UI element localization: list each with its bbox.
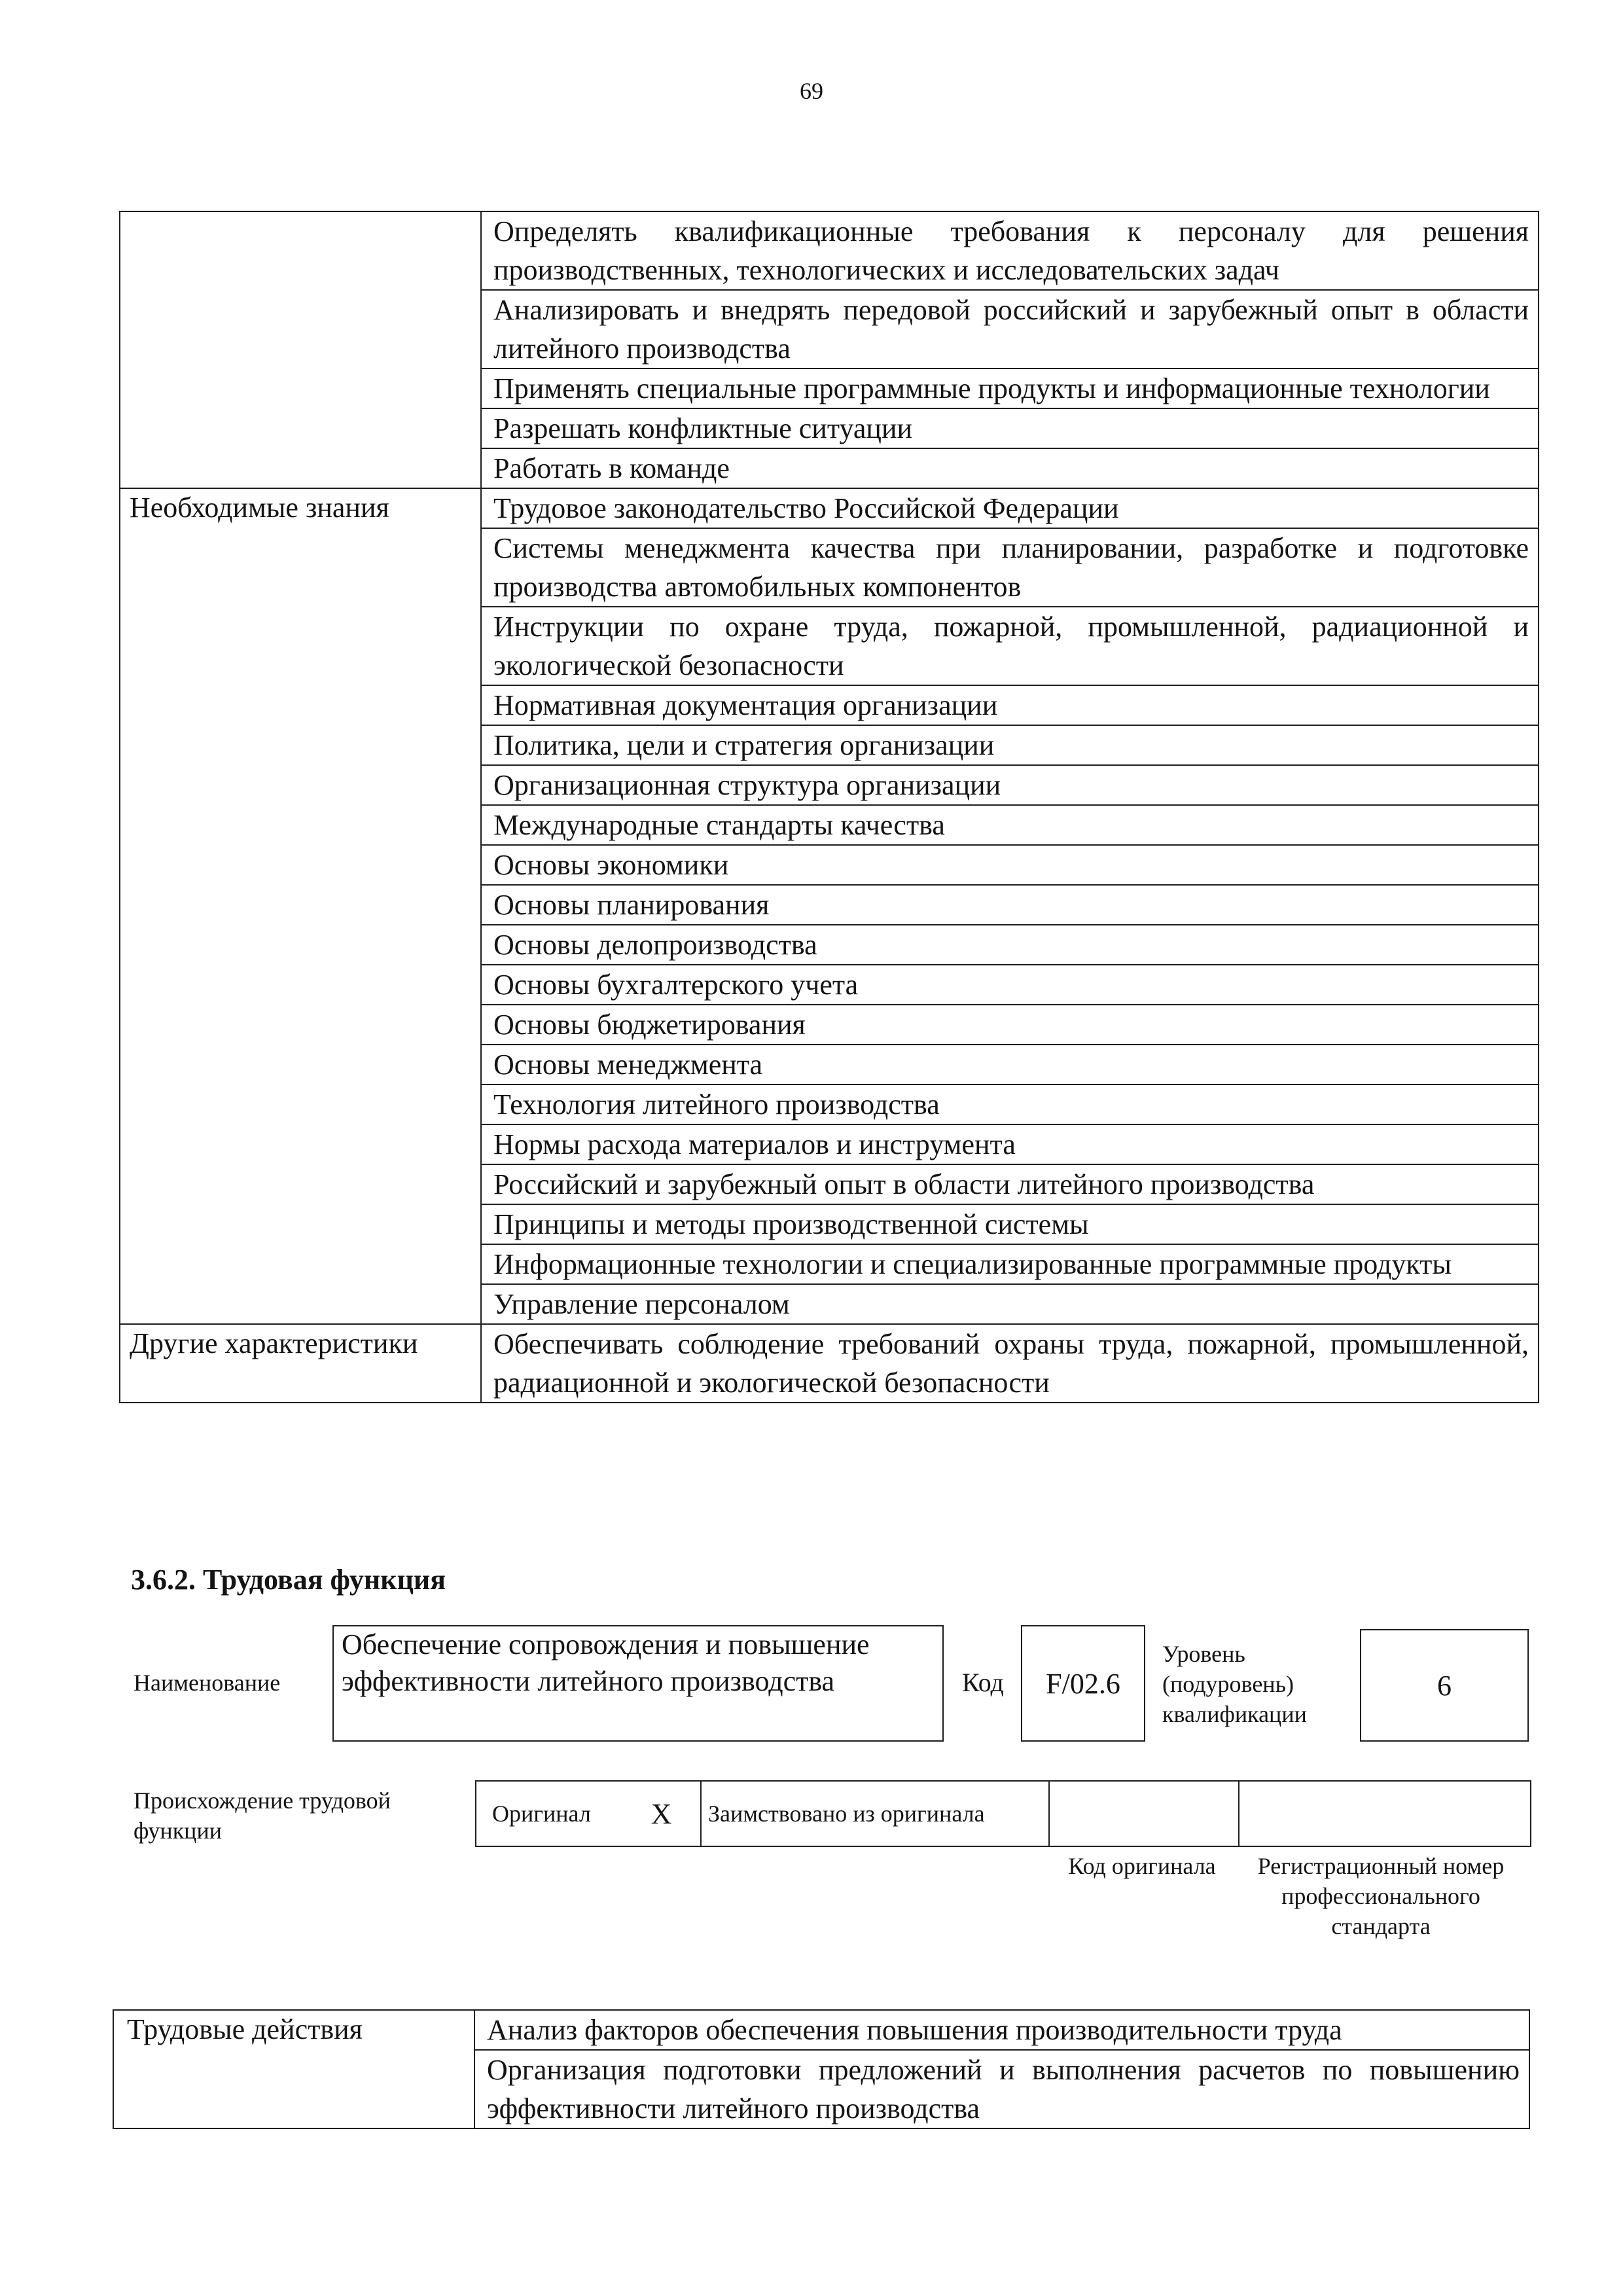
original-code-caption: Код оригинала — [1068, 1853, 1216, 1879]
table-row — [113, 2010, 1529, 2128]
list-item: Основы делопроизводства — [482, 925, 1538, 965]
list-item: Международные стандарты качества — [482, 806, 1538, 846]
list-item: Системы менеджмента качества при планировании, разработке и подготовке производства автомобильных компонентов — [482, 529, 1538, 607]
qualification-level-box: 6 — [1360, 1629, 1529, 1742]
borrowed-cell: Заимствовано из оригинала — [701, 1781, 1049, 1846]
registration-number-cell — [1239, 1781, 1531, 1846]
original-cell: Оригинал — [476, 1781, 622, 1846]
origin-table — [475, 1780, 1531, 1847]
original-mark: X — [622, 1781, 701, 1846]
list-item: Анализ факторов обеспечения повышения производительности труда — [475, 2011, 1529, 2051]
row-label: Необходимые знания — [120, 488, 481, 1324]
function-code-box: F/02.6 — [1021, 1625, 1145, 1742]
original-code-cell — [1049, 1781, 1239, 1846]
list-item: Принципы и методы производственной системы — [482, 1205, 1538, 1245]
table-row-knowledge — [120, 488, 1539, 1324]
code-label: Код — [962, 1668, 1004, 1697]
list-item: Разрешать конфликтные ситуации — [482, 409, 1538, 449]
list-item: Информационные технологии и специализированные программные продукты — [482, 1245, 1538, 1285]
list-item: Нормы расхода материалов и инструмента — [482, 1125, 1538, 1165]
list-item: Нормативная документация организации — [482, 686, 1538, 726]
list-item: Применять специальные программные продукты и информационные технологии — [482, 369, 1538, 409]
row-items — [481, 488, 1539, 1324]
level-label: Уровень (подуровень) квалификации — [1162, 1641, 1307, 1727]
origin-label: Происхождение трудовой функции — [134, 1787, 391, 1844]
list-item: Российский и зарубежный опыт в области литейного производства — [482, 1165, 1538, 1205]
list-item: Основы бухгалтерского учета — [482, 965, 1538, 1005]
list-item: Политика, цели и стратегия организации — [482, 726, 1538, 766]
list-item: Анализировать и внедрять передовой российский и зарубежный опыт в области литейного производства — [482, 291, 1538, 369]
list-item: Трудовое законодательство Российской Федерации — [482, 489, 1538, 529]
page-number: 69 — [800, 78, 823, 104]
table-row-skills — [120, 211, 1539, 488]
row-items — [474, 2010, 1529, 2128]
list-item: Работать в команде — [493, 452, 730, 484]
list-item: Основы бюджетирования — [482, 1005, 1538, 1045]
requirements-table — [119, 211, 1539, 1403]
list-item: Определять квалификационные требования к персоналу для решения производственных, технологических и исследовательских задач — [482, 212, 1538, 291]
function-name-box: Обеспечение сопровождения и повышение эффективности литейного производства — [332, 1625, 944, 1742]
row-label: Другие характеристики — [120, 1324, 481, 1403]
list-item: Инструкции по охране труда, пожарной, промышленной, радиационной и экологической безопасности — [482, 607, 1538, 686]
registration-number-caption: Регистрационный номер профессионального стандарта — [1257, 1853, 1505, 1939]
table-row-other — [120, 1324, 1539, 1403]
name-label: Наименование — [134, 1670, 281, 1696]
list-item: Основы экономики — [482, 846, 1538, 886]
labor-actions-table — [113, 2009, 1530, 2129]
list-item: Основы менеджмента — [482, 1045, 1538, 1085]
section-title: 3.6.2. Трудовая функция — [131, 1564, 446, 1596]
list-item: Обеспечивать соблюдение требований охраны труда, пожарной, промышленной, радиационной и экологической безопасности — [493, 1328, 1529, 1399]
row-items — [481, 1324, 1539, 1403]
list-item: Организация подготовки предложений и выполнения расчетов по повышению эффективности литейного производства — [487, 2054, 1520, 2125]
table-row — [476, 1781, 1531, 1846]
row-label: Трудовые действия — [113, 2010, 474, 2128]
row-label — [120, 211, 481, 488]
row-items — [481, 211, 1539, 488]
list-item: Основы планирования — [482, 886, 1538, 925]
list-item: Управление персоналом — [493, 1288, 790, 1320]
list-item: Технология литейного производства — [482, 1085, 1538, 1125]
list-item: Организационная структура организации — [482, 766, 1538, 806]
